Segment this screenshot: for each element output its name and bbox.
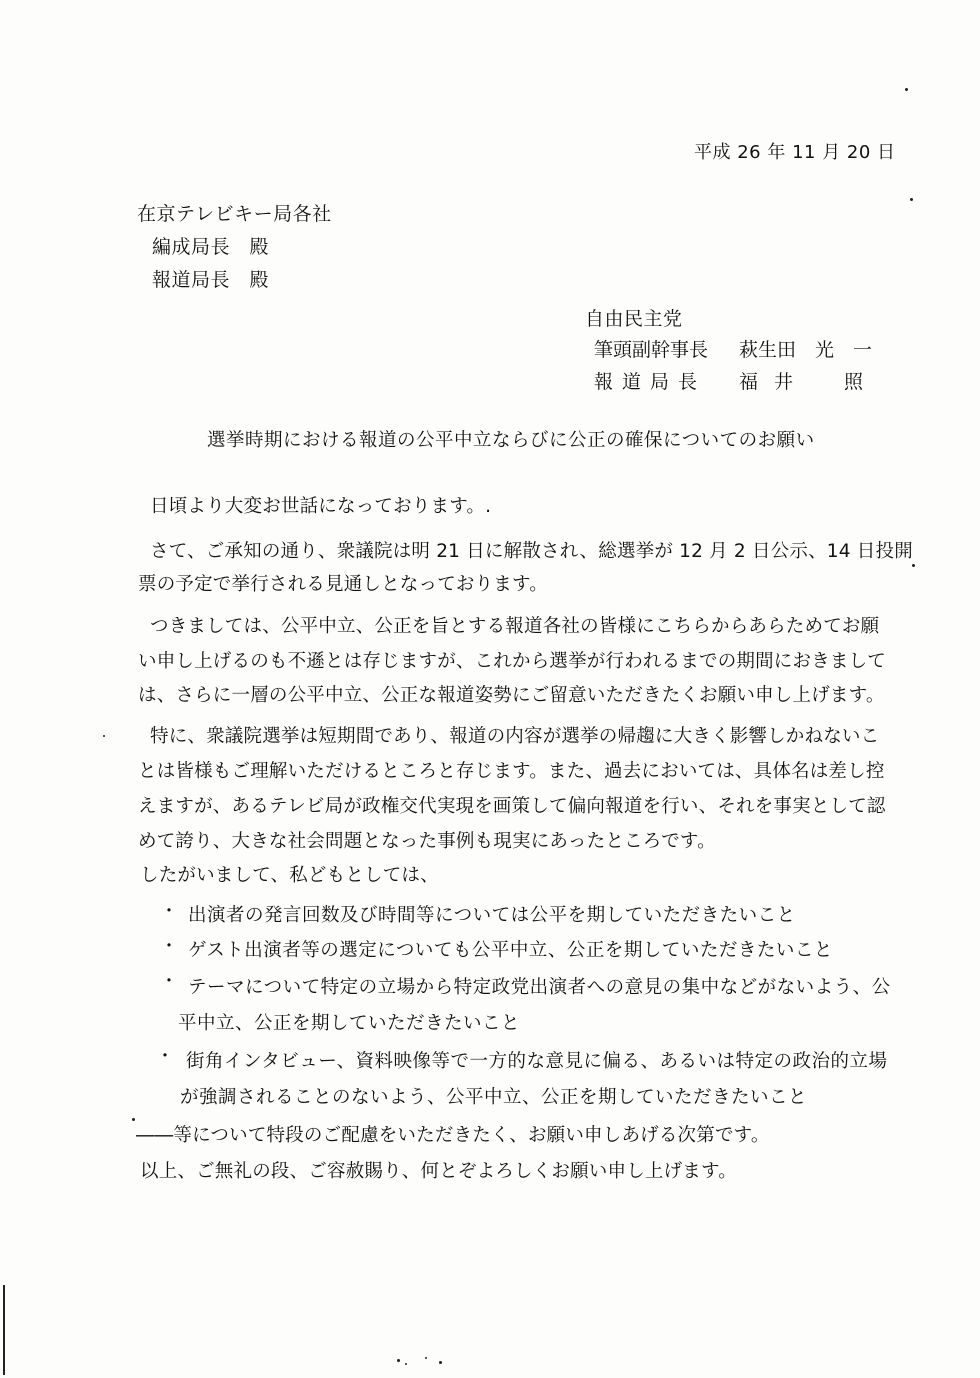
document-date: 平成 26 年 11 月 20 日 [694,142,896,163]
scan-speck [132,1118,135,1121]
document-subject: 選挙時期における報道の公平中立ならびに公正の確保についてのお願い [207,430,815,451]
paragraph-3-line-3: は、さらに一層の公平中立、公正な報道姿勢にご留意いただきたくお願い申し上げます。 [138,685,885,706]
scan-specks [395,1355,455,1369]
bullet-mark-4: ・ [156,1046,174,1067]
sender-org: 自由民主党 [585,308,683,330]
addressee-title-2: 報道局長 殿 [152,269,270,291]
paragraph-4-line-2: とは皆様もご理解いただけるところと存じます。また、過去においては、具体名は差し控 [138,761,885,782]
scan-speck [103,735,105,737]
paragraph-3-line-1: つきましては、公平中立、公正を旨とする報道各社の皆様にこちらからあらためてお願 [150,616,880,637]
bullet-item-3-line-1: テーマについて特定の立場から特定政党出演者への意見の集中などがないよう、公 [188,977,891,998]
paragraph-4-line-4: めて誇り、大きな社会問題となった事例も現実にあったところです。 [138,831,716,852]
sender-role-1: 筆頭副幹事長 [594,339,709,361]
paragraph-2-line-2: 票の予定で挙行される見通しとなっております。 [138,574,548,595]
bullet-mark-1: ・ [160,901,178,922]
paragraph-6: ――等について特段のご配慮をいただきたく、お願い申しあげる次第です。 [136,1125,770,1146]
paragraph-4-line-3: えますが、あるテレビ局が政権交代実現を画策して偏向報道を行い、それを事実として認 [138,796,886,817]
sender-row-1 [594,338,874,364]
bullet-item-2: ゲスト出演者等の選定についても公平中立、公正を期していただきたいこと [188,940,833,961]
bullet-item-3-line-2: 平中立、公正を期していただきたいこと [178,1013,521,1034]
scan-speck [912,564,915,567]
sender-role-2: 報道局長 [594,371,707,393]
paragraph-4-line-1: 特に、衆議院選挙は短期間であり、報道の内容が選挙の帰趨に大きく影響しかねないこ [150,726,880,747]
bullet-item-1: 出演者の発言回数及び時間等については公平を期していただきたいこと [188,905,796,926]
bullet-item-4-line-2: が強調されることのないよう、公平中立、公正を期していただきたいこと [180,1087,808,1108]
paragraph-7: 以上、ご無礼の段、ご容赦賜り、何とぞよろしくお願い申し上げます。 [140,1161,737,1182]
paragraph-2-line-1: さて、ご承知の通り、衆議院は明 21 日に解散され、総選挙が 12 月 2 日公示、14 日投開 [150,541,913,562]
bullet-mark-3: ・ [160,971,178,992]
paragraph-3-line-2: い申し上げるのも不遜とは存じますが、これから選挙が行われるまでの期間におきまして [138,651,887,672]
addressee-org: 在京テレビキー局各社 [137,203,332,225]
sender-name-2: 福井 照 [739,371,880,393]
scan-speck [910,198,913,201]
paragraph-1: 日頃より大変お世話になっております。. [150,496,492,517]
scan-speck [905,88,908,91]
paragraph-5: したがいまして、私どもとしては、 [140,865,439,886]
sender-name-1: 萩生田 光 一 [739,339,873,361]
addressee-title-1: 編成局長 殿 [152,236,270,258]
sender-row-2 [594,370,880,396]
bullet-item-4-line-1: 街角インタビュー、資料映像等で一方的な意見に偏る、あるいは特定の政治的立場 [186,1051,888,1072]
bullet-mark-2: ・ [160,936,178,957]
scan-edge-mark [3,1285,5,1375]
